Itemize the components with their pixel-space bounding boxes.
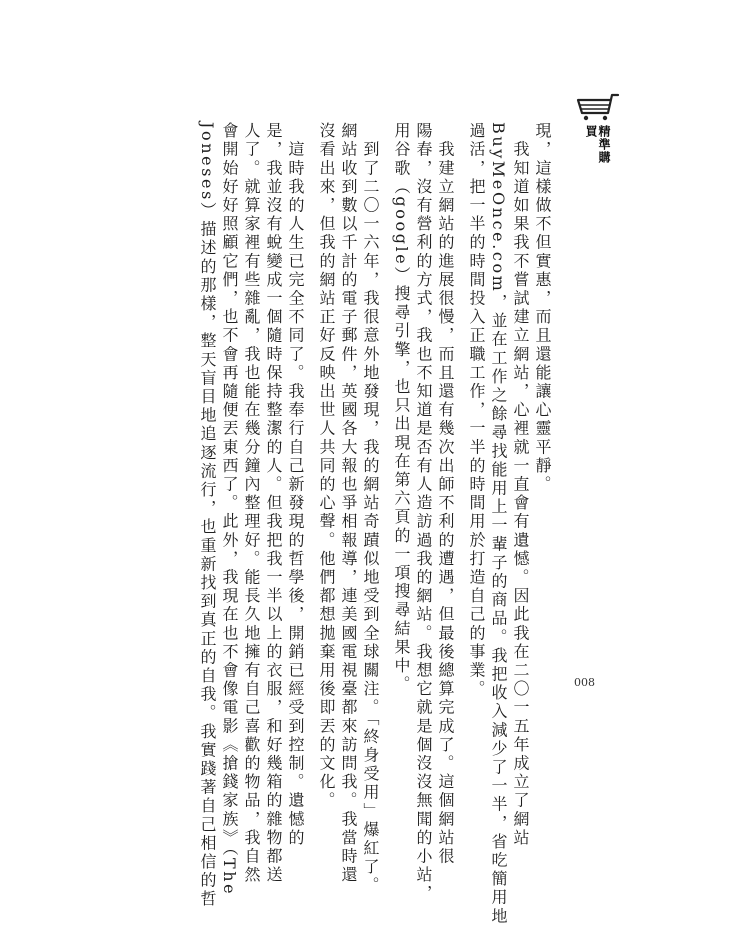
text-column: 現，這樣做不但實惠，而且還能讓心靈平靜。 <box>533 122 552 494</box>
text-column: 網站收到數以千計的電子郵件，英國各大報也爭相報導，連美國電視臺都來訪問我。我當時還 <box>339 122 358 885</box>
text-column: 到了二〇一六年，我很意外地發現，我的網站奇蹟似地受到全球關注。「終身受用」爆紅了。 <box>361 122 380 896</box>
text-column: Joneses）描述的那樣，整天盲目地追逐流行，也重新找到真正的自我。我實踐著自己相信的哲 <box>198 122 217 909</box>
text-column: 會開始好好照顧它們，也不會再隨便丟東西了。此外，我現在也不會像電影《搶錢家族》（The <box>220 122 239 897</box>
section-tag <box>572 92 622 172</box>
text-column: BuyMeOnce.com，並在工作之餘尋找能用上一輩子的商品。我把收入減少了一半，省吃簡用地 <box>489 122 508 926</box>
text-column: 我建立網站的進展很慢，而且還有幾次出師不利的遭遇，但最後總算完成了。這個網站很 <box>436 122 455 866</box>
text-column: 陽春，沒有營利的方式，我也不知道是否有人造訪過我的網站。我想它就是個沒沒無聞的小站， <box>414 122 433 904</box>
text-column: 用谷歌（google）搜尋引擎，也只出現在第六頁的一項搜尋結果中。 <box>392 122 411 695</box>
shopping-cart-icon <box>572 92 620 122</box>
text-column: 過活，把一半的時間投入正職工作，一半的時間用於打造自己的事業。 <box>467 122 486 699</box>
text-column: 我知道如果我不嘗試建立網站，心裡就一直會有遺憾。因此我在二〇一五年成立了網站 <box>511 122 530 848</box>
text-column: 這時我的人生已完全不同了。我奉行自己新發現的哲學後，開銷已經受到控制。遺憾的 <box>286 122 305 848</box>
text-column: 是，我並沒有蛻變成一個隨時保持整潔的人。但我把我一半以上的衣服，和好幾箱的雜物都送 <box>264 122 283 885</box>
page-number: 008 <box>574 676 595 689</box>
text-column: 沒看出來，但我的網站正好反映出世人共同的心聲。他們都想拋棄用後即丟的文化。 <box>317 122 336 811</box>
text-column: 人了。就算家裡有些雜亂，我也能在幾分鐘內整理好。能長久地擁有自己喜歡的物品，我自然 <box>242 122 261 885</box>
section-tag-label: 精準購買 <box>584 125 611 164</box>
